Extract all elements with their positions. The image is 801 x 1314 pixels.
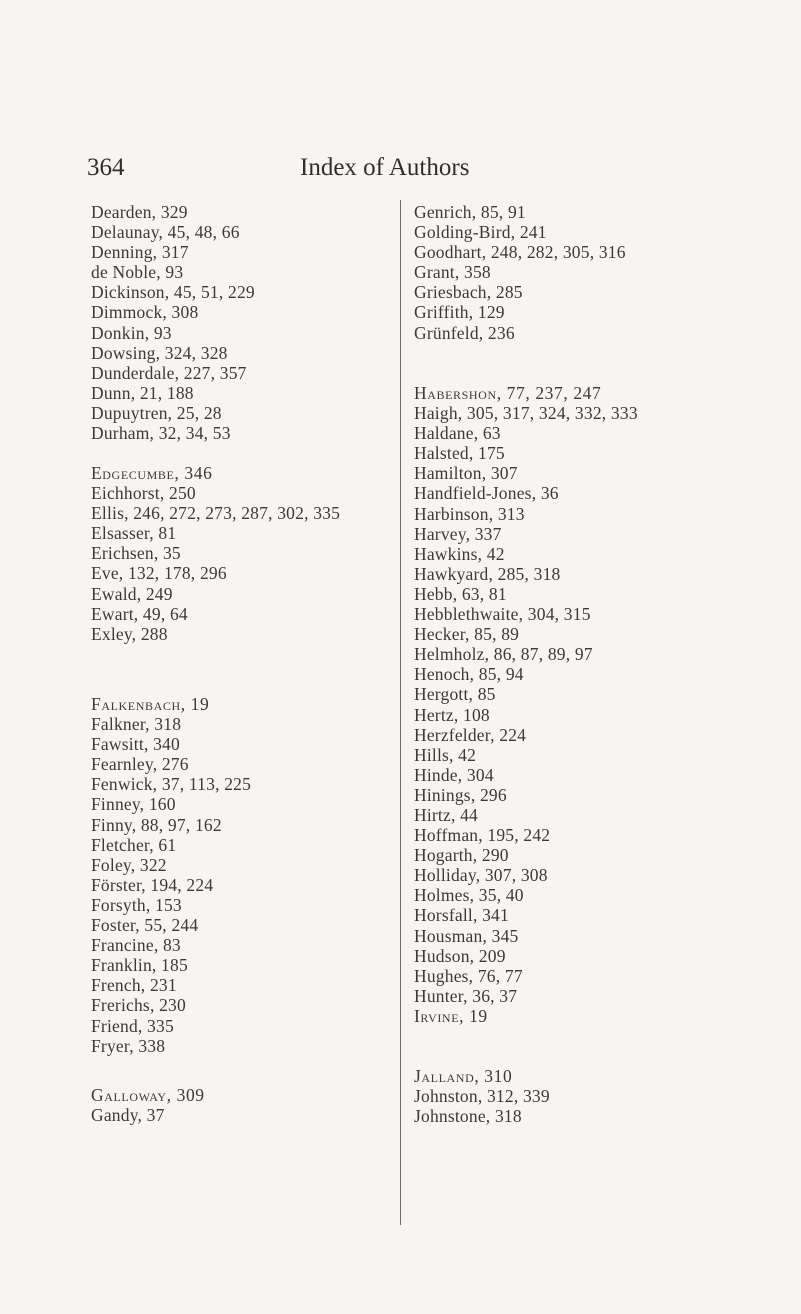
index-section-f [91,694,391,1085]
index-entry: Harvey, 337 [414,523,502,544]
index-entry: Grant, 358 [414,262,491,283]
index-entry: Holmes, 35, 40 [414,885,524,906]
index-entry: Dunn, 21, 188 [91,382,194,403]
index-entry: Harbinson, 313 [414,503,525,524]
index-entry: Helmholz, 86, 87, 89, 97 [414,644,593,665]
index-entry: Jalland, 310 [414,1066,513,1086]
index-entry: Grünfeld, 236 [414,322,515,343]
index-entry: Fryer, 338 [91,1035,166,1056]
index-entry: Elsasser, 81 [91,523,177,544]
index-entry: Goodhart, 248, 282, 305, 316 [414,242,626,263]
index-entry: Haldane, 63 [414,423,501,444]
index-entry: Dowsing, 324, 328 [91,342,228,363]
index-entry: French, 231 [91,975,177,996]
index-entry: Hinings, 296 [414,784,507,805]
index-entry: Falkenbach, 19 [91,694,210,714]
index-entry: Hirtz, 44 [414,804,479,825]
index-column-right [414,202,794,1126]
index-entry: Hebb, 63, 81 [414,583,507,604]
index-section-j [414,1066,794,1126]
index-entry: Fawsitt, 340 [91,734,180,755]
index-entry: Forsyth, 153 [91,894,182,915]
index-entry: Denning, 317 [91,242,189,263]
index-entry: Johnston, 312, 339 [414,1086,550,1107]
index-entry: Henoch, 85, 94 [414,664,524,685]
index-entry: Hoffman, 195, 242 [414,825,551,846]
index-section-g [91,1085,391,1125]
index-entry: Golding-Bird, 241 [414,222,547,243]
index-entry: Herzfelder, 224 [414,724,527,745]
index-section-d [91,202,391,463]
index-column-left [91,202,391,1125]
index-entry: Galloway, 309 [91,1085,205,1105]
index-entry: Fletcher, 61 [91,834,177,855]
index-entry: Francine, 83 [91,935,181,956]
index-entry: Hecker, 85, 89 [414,624,520,645]
index-section-g-continued [414,202,794,383]
index-entry: Holliday, 307, 308 [414,865,548,886]
page-title: Index of Authors [300,154,470,181]
index-entry: Haigh, 305, 317, 324, 332, 333 [414,403,638,424]
index-entry: Falkner, 318 [91,714,182,735]
index-entry: Exley, 288 [91,623,168,644]
index-section-h [414,383,794,1006]
index-entry: Hawkins, 42 [414,543,505,564]
index-entry: Ewart, 49, 64 [91,603,188,624]
page-number: 364 [87,154,125,181]
index-entry: Habershon, 77, 237, 247 [414,383,602,403]
index-entry: Dunderdale, 227, 357 [91,362,247,383]
index-entry: Hogarth, 290 [414,845,509,866]
index-entry: Ellis, 246, 272, 273, 287, 302, 335 [91,503,341,524]
index-entry: Finney, 160 [91,794,176,815]
index-entry: Housman, 345 [414,925,519,946]
index-entry: Halsted, 175 [414,443,505,464]
index-entry: Friend, 335 [91,1015,174,1036]
index-entry: Genrich, 85, 91 [414,202,526,222]
index-entry: Hinde, 304 [414,764,494,785]
index-entry: Fenwick, 37, 113, 225 [91,774,252,795]
index-entry: Dupuytren, 25, 28 [91,402,222,423]
index-section-i [414,1006,794,1066]
index-entry: Eichhorst, 250 [91,483,196,504]
index-entry: Frerichs, 230 [91,995,186,1016]
index-entry: Dimmock, 308 [91,302,199,323]
index-entry: Gandy, 37 [91,1105,165,1126]
index-entry: Dearden, 329 [91,202,188,222]
index-entry: Horsfall, 341 [414,905,509,926]
index-entry: de Noble, 93 [91,262,184,283]
index-entry: Handfield-Jones, 36 [414,483,559,504]
index-entry: Hawkyard, 285, 318 [414,563,561,584]
index-entry: Hunter, 36, 37 [414,985,518,1006]
index-entry: Irvine, 19 [414,1006,488,1026]
index-entry: Hudson, 209 [414,945,506,966]
index-entry: Hebblethwaite, 304, 315 [414,604,591,625]
index-entry: Donkin, 93 [91,322,172,343]
index-entry: Hertz, 108 [414,704,490,725]
index-entry: Franklin, 185 [91,955,188,976]
index-entry: Griffith, 129 [414,302,505,323]
index-entry: Ewald, 249 [91,583,173,604]
index-entry: Dickinson, 45, 51, 229 [91,282,255,303]
column-divider [400,200,401,1225]
index-entry: Foley, 322 [91,854,167,875]
index-entry: Förster, 194, 224 [91,874,214,895]
index-entry: Foster, 55, 244 [91,915,199,936]
index-entry: Hergott, 85 [414,684,496,705]
index-section-e [91,463,391,694]
index-entry: Delaunay, 45, 48, 66 [91,222,240,243]
index-entry: Erichsen, 35 [91,543,181,564]
index-entry: Hughes, 76, 77 [414,965,523,986]
index-entry: Hills, 42 [414,744,477,765]
index-entry: Edgecumbe, 346 [91,463,213,483]
index-entry: Eve, 132, 178, 296 [91,563,227,584]
index-entry: Griesbach, 285 [414,282,523,303]
index-entry: Finny, 88, 97, 162 [91,814,222,835]
index-entry: Hamilton, 307 [414,463,518,484]
index-entry: Fearnley, 276 [91,754,189,775]
index-entry: Johnstone, 318 [414,1106,522,1127]
index-entry: Durham, 32, 34, 53 [91,423,231,444]
